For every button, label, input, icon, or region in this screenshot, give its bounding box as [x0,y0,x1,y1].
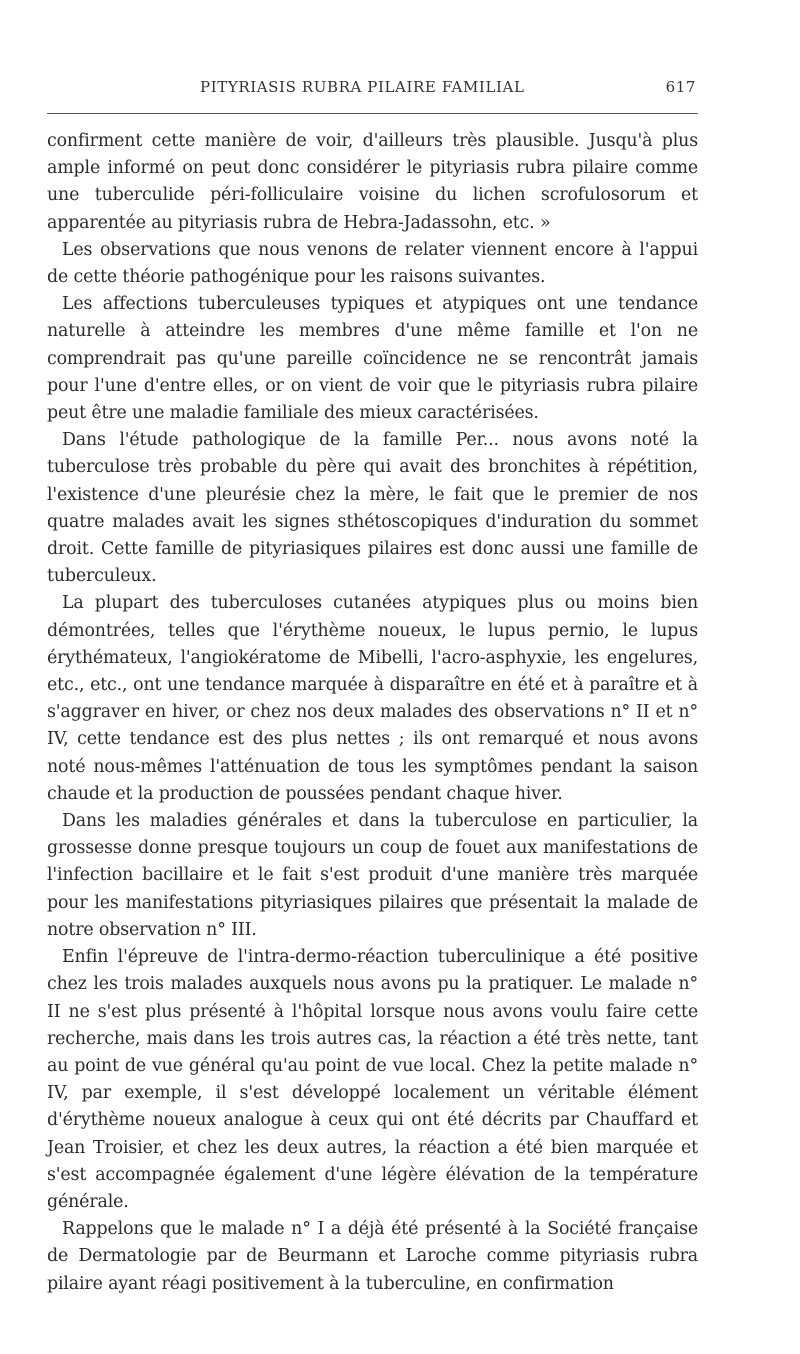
running-head [47,78,698,102]
body-text [47,128,698,1298]
paragraph-affections: Les affections tuberculeuses typiques et atypiques ont une tendance naturelle à atteindre les membres d'une même famille et l'on ne comprendrait pas qu'une pareille coïncidence ne se rencontrât jamais pour l'une d'entre elles, or on vient de voir que le pityriasis rubra pilaire peut être une maladie familiale des mieux caractérisées. [47,294,698,424]
paragraph-family-study: Dans l'étude pathologique de la famille Per... nous avons noté la tuberculose très probable du père qui avait des bronchites à répétition, l'existence d'une pleurésie chez la mère, le fait que le premier de nos quatre malades avait les signes sthétoscopiques d'induration du sommet droit. Cette famille de pityriasiques pilaires est donc aussi une famille de tuberculeux. [47,430,698,587]
paragraph-general-diseases: Dans les maladies générales et dans la tuberculose en particulier, la grossesse donne presque toujours un coup de fouet aux manifestations de l'infection bacillaire et le fait s'est produit d'une manière très marquée pour les manifestations pityriasiques pilaires que présentait la malade de notre observation n° III. [47,811,698,940]
paragraph-atypical-tuberculoses: La plupart des tuberculoses cutanées atypiques plus ou moins bien démontrées, telles que l'érythème noueux, le lupus pernio, le lupus érythémateux, l'angiokératome de Mibelli, l'acro-asphyxie, les engelures, etc., etc., ont une tendance marquée à disparaître en été et à paraître et à s'aggraver en hiver, or chez nos deux malades des observations n° II et n° IV, cette tendance est des plus nettes ; ils ont remarqué et nous avons noté nous-mêmes l'atténuation de tous les symptômes pendant la saison chaude et la production de poussées pendant chaque hiver. [47,593,698,804]
header-rule [47,113,698,114]
page-number: 617 [665,78,696,96]
paragraph-recall: Rappelons que le malade n° I a déjà été présenté à la Société française de Dermatologie par de Beurmann et Laroche comme pityriasis rubra pilaire ayant réagi positivement à la tuberculine, en confirmation [47,1219,698,1294]
paragraph-continuation: confirment cette manière de voir, d'ailleurs très plausible. Jusqu'à plus ample informé on peut donc considérer le pityriasis rubra pilaire comme une tuberculide péri-folliculaire voisine du lichen scrofulosorum et apparentée au pityriasis rubra de Hebra-Jadassohn, etc. » [47,131,698,233]
paragraph-observations: Les observations que nous venons de relater viennent encore à l'appui de cette théorie pathogénique pour les raisons suivantes. [47,239,698,288]
paragraph-tuberculin-test: Enfin l'épreuve de l'intra-dermo-réaction tuberculinique a été positive chez les trois malades auxquels nous avons pu la pratiquer. Le malade n° II ne s'est plus présenté à l'hôpital lorsque nous avons voulu faire cette recherche, mais dans les trois autres cas, la réaction a été très nette, tant au point de vue général qu'au point de vue local. Chez la petite malade n° IV, par exemple, il s'est développé localement un véritable élément d'érythème noueux analogue à ceux qui ont été décrits par Chauffard et Jean Troisier, et chez les deux autres, la réaction a été bien marquée et s'est accompagnée également d'une légère élévation de la température générale. [47,947,698,1212]
running-head-title: PITYRIASIS RUBRA PILAIRE FAMILIAL [200,78,525,96]
